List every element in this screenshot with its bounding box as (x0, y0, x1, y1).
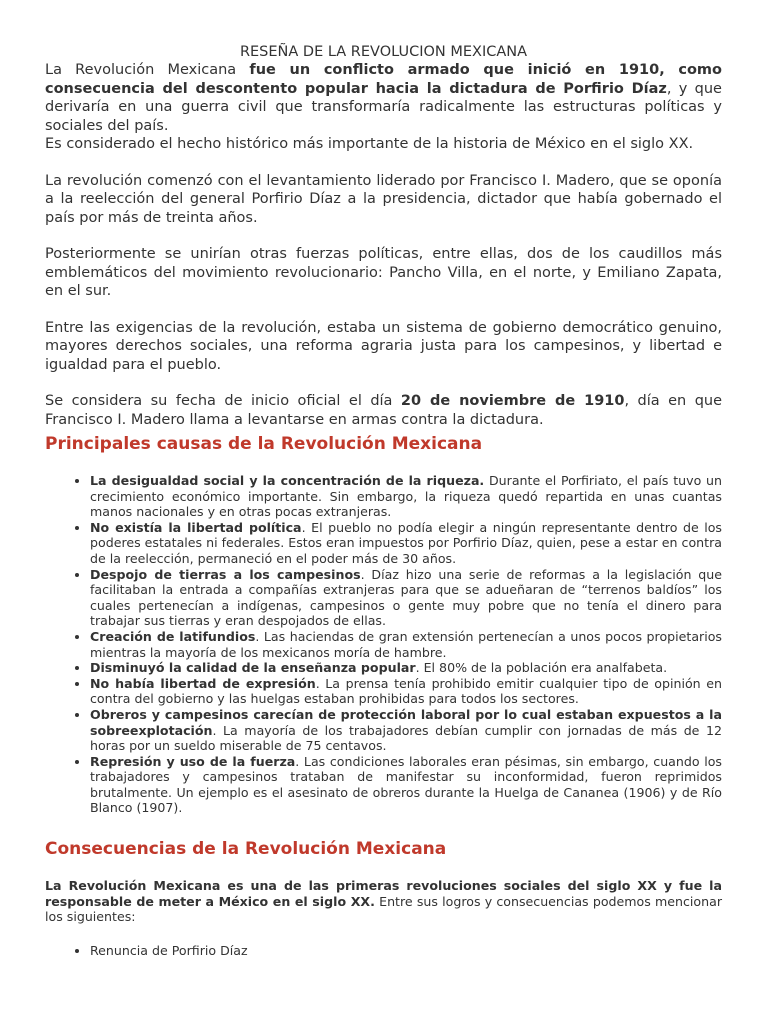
intro-p5-tail: , día en que Francisco I. Madero llama a levantarse en armas contra la dictadura. (45, 393, 723, 428)
cause-item (90, 473, 722, 520)
intro-paragraph-4: Entre las exigencias de la revolución, estaba un sistema de gobierno democrático genuino, mayores derechos sociales, una reforma agraria justa para los campesinos, y libertad e igualdad para el pueblo. (45, 319, 722, 373)
cause-item-text: . El 80% de la población era analfabeta. (415, 660, 668, 676)
cause-item-title: La desigualdad social y la concentración de la riqueza. (90, 473, 485, 488)
intro-section (45, 61, 722, 429)
consequences-section (45, 838, 722, 958)
intro-paragraph-1b: Es considerado el hecho histórico más importante de la historia de México en el siglo XX. (45, 136, 694, 152)
intro-paragraph-3: Posteriormente se unirían otras fuerzas políticas, entre ellas, dos de los caudillos más emblemáticos del movimiento revolucionario: Pancho Villa, en el norte, y Emiliano Zapata, en el sur. (45, 246, 722, 299)
intro-paragraph-2: La revolución comenzó con el levantamiento liderado por Francisco I. Madero, que se oponía a la reelección del general Porfirio Díaz a la presidencia, dictador que había gobernado el país por más de treinta años. (45, 172, 722, 226)
consequence-item: • Renuncia de Porfirio Díaz (90, 943, 722, 959)
causes-list (45, 473, 722, 816)
consequences-intro-bold: La Revolución Mexicana es una de las primeras revoluciones sociales del siglo XX y fue la responsable de meter a México en el siglo XX. (45, 878, 722, 909)
intro-p1-tail: , y que derivaría en una guerra civil que transformaría radicalmente las estructuras políticas y sociales del país. (45, 80, 722, 134)
cause-item-title: No había libertad de expresión (90, 675, 316, 691)
consequences-intro-tail: Entre sus logros y consecuencias podemos mencionar los siguientes: (45, 893, 722, 925)
cause-item-title: Creación de latifundios (90, 628, 256, 644)
cause-item (90, 660, 722, 676)
cause-item (90, 676, 722, 707)
consequences-heading: Consecuencias de la Revolución Mexicana (45, 839, 447, 860)
cause-item (90, 567, 722, 629)
cause-item (90, 520, 722, 567)
document-page (45, 43, 722, 958)
cause-item-text: . La mayoría de los trabajadores debían cumplir con jornadas de más de 12 horas por un sueldo miserable de 75 centavos. (90, 722, 722, 754)
cause-item-title: Disminuyó la calidad de la enseñanza popular (90, 660, 416, 676)
intro-p1-bold: fue un conflicto armado que inició en 1910, como consecuencia del descontento popular hacia la dictadura de Porfirio Díaz (45, 62, 723, 97)
cause-item-title: Represión y uso de la fuerza (90, 753, 296, 769)
consequences-list (45, 943, 722, 959)
cause-item (90, 629, 722, 660)
cause-item (90, 707, 722, 754)
cause-item-text: . El pueblo no podía elegir a ningún representante dentro de los poderes estatales ni federales. Estos eran impuestos por Porfirio Díaz, quien, pese a estar en contra de la reelección, permaneció en el poder más de 30 años. (90, 519, 722, 566)
cause-item-text: . Las condiciones laborales eran pésimas, sin embargo, cuando los trabajadores y campesinos trataban de manifestar su inconformidad, fueron reprimidos brutalmente. Un ejemplo es el asesinato de obreros durante la Huelga de Cananea (1906) y de Río Blanco (1907). (90, 753, 722, 816)
intro-p5-bold: 20 de noviembre de 1910 (400, 393, 625, 409)
document-title: RESEÑA DE LA REVOLUCION MEXICANA (239, 44, 528, 60)
cause-item (90, 754, 722, 816)
cause-item-text: . La prensa tenía prohibido emitir cualquier tipo de opinión en contra del gobierno y las huelgas estaban prohibidas para todos los sectores. (90, 675, 722, 707)
cause-item-text: Durante el Porfiriato, el país tuvo un crecimiento económico importante. Sin embargo, la riqueza quedó repartida en unas cuantas manos nacionales y en otras pocas extranjeras. (90, 473, 723, 520)
cause-item-title: Obreros y campesinos carecían de protección laboral por lo cual estaban expuestos a la sobreexplotación (90, 706, 722, 738)
cause-item-text: . Díaz hizo una serie de reformas a la legislación que facilitaban la entrada a compañías extranjeras para que se adueñaran de “terrenos baldíos” los cuales pertenecían a indígenas, campesinos o gente muy pobre que no tenía el dinero para trabajar sus tierras y eran despojados de ellas. (90, 566, 722, 629)
causes-heading: Principales causas de la Revolución Mexicana (45, 434, 483, 454)
cause-item-text: . Las haciendas de gran extensión pertenecían a unos pocos propietarios mientras la mayoría de los mexicanos moría de hambre. (90, 628, 722, 660)
intro-p5-lead: Se considera su fecha de inicio oficial el día (45, 393, 401, 409)
consequences-intro (45, 878, 722, 925)
cause-item-title: No existía la libertad política (90, 519, 302, 535)
cause-item-title: Despojo de tierras a los campesinos (90, 566, 361, 582)
intro-p1-lead: La Revolución Mexicana (45, 62, 237, 78)
intro-paragraph-5 (45, 392, 722, 429)
intro-paragraph-1 (45, 61, 722, 135)
